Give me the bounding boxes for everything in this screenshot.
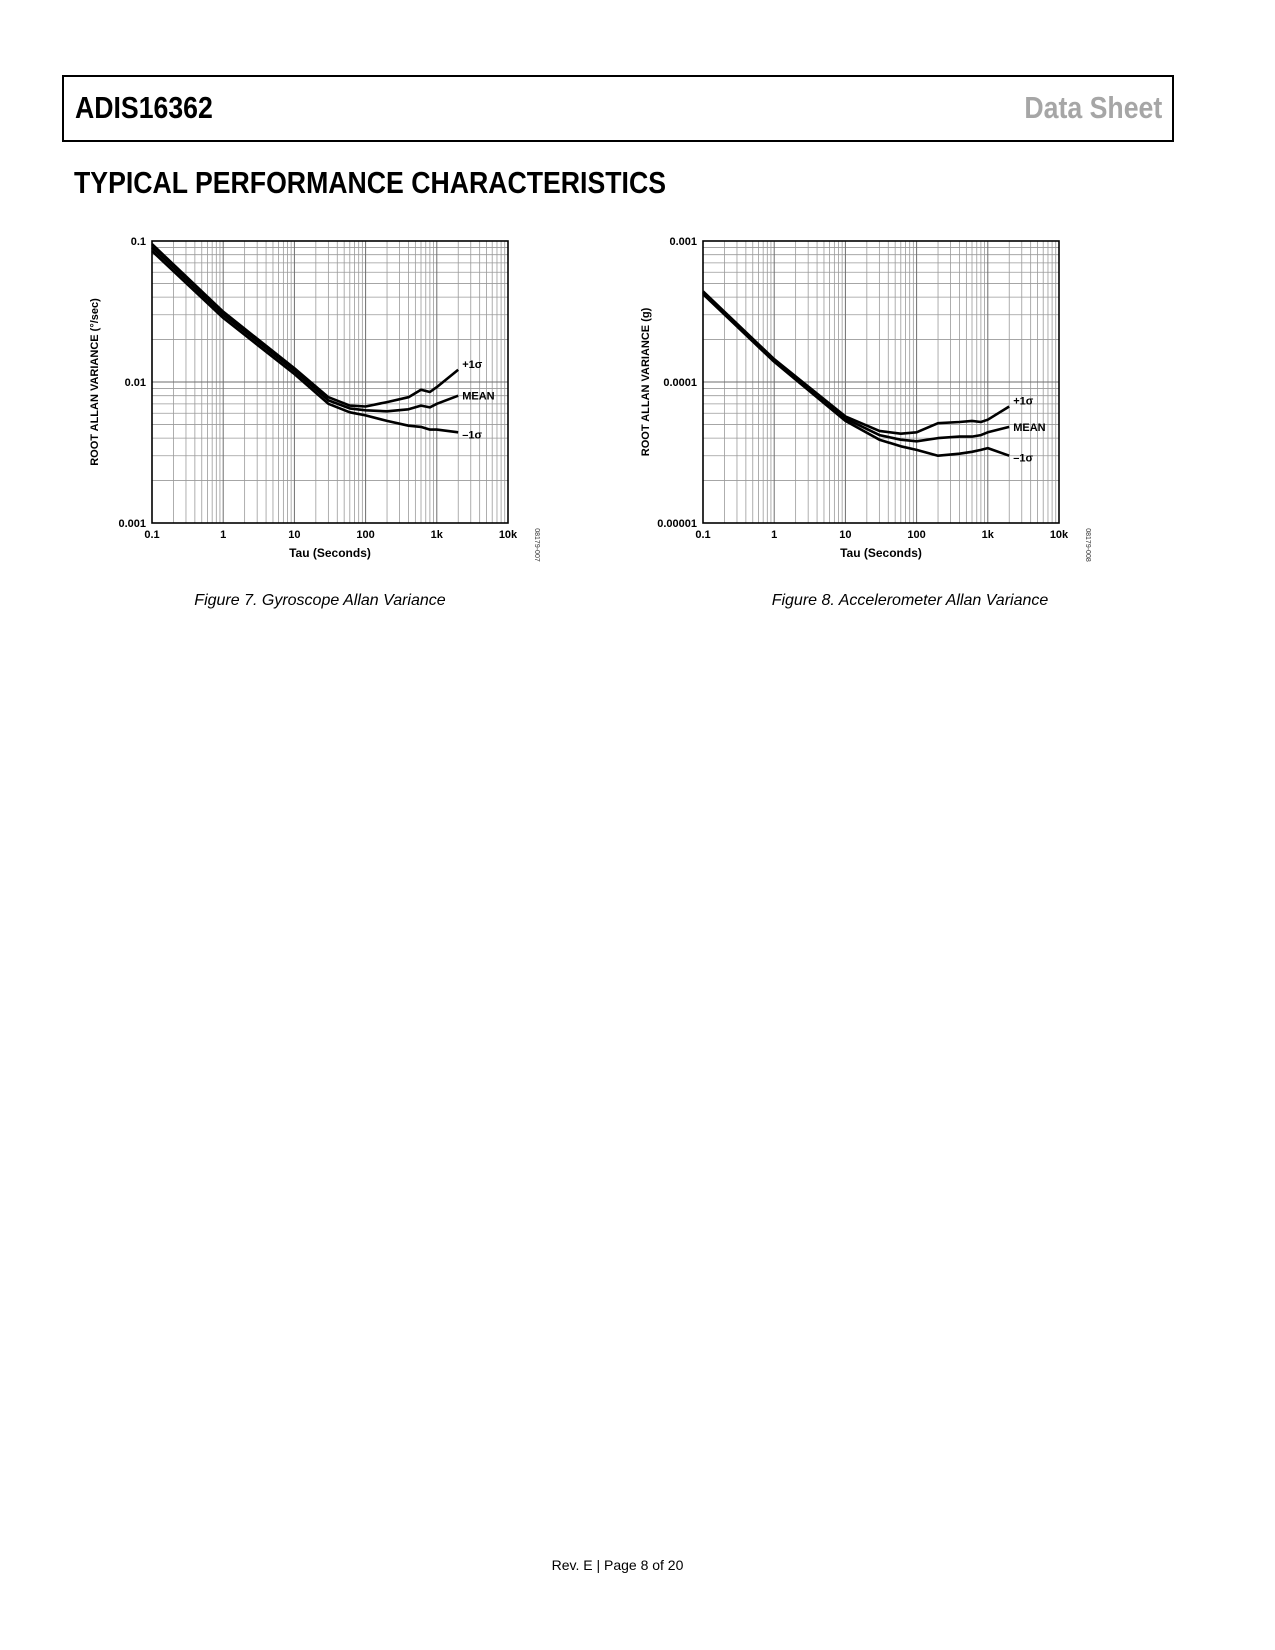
series-label: +1σ (462, 358, 483, 371)
figure-code: 08179-008 (1084, 528, 1091, 562)
x-tick-label: 10 (839, 529, 852, 541)
y-axis-label: ROOT ALLAN VARIANCE (g) (640, 307, 652, 457)
x-tick-label: 1k (981, 529, 994, 541)
x-tick-label: 0.1 (144, 529, 160, 541)
accelerometer-allan-variance-chart (635, 225, 1135, 585)
x-tick-label: 100 (356, 529, 375, 541)
series-label: MEAN (1013, 421, 1046, 434)
y-tick-label: 0.001 (118, 518, 146, 530)
x-axis-label: Tau (Seconds) (289, 546, 371, 560)
series-line (152, 251, 458, 432)
series-line (703, 294, 1009, 456)
part-number: ADIS16362 (75, 90, 213, 125)
series-label: –1σ (462, 429, 482, 442)
y-tick-label: 0.001 (669, 236, 697, 248)
y-tick-label: 0.1 (130, 236, 146, 248)
page-footer: Rev. E | Page 8 of 20 (551, 1557, 684, 1573)
y-tick-label: 0.01 (124, 377, 146, 389)
series-line (703, 291, 1009, 433)
x-tick-label: 1 (771, 529, 778, 541)
document-type: Data Sheet (1024, 90, 1162, 125)
figure-code: 08179-007 (533, 528, 540, 562)
grid-lines (703, 241, 1059, 523)
x-tick-label: 1k (430, 529, 443, 541)
x-tick-label: 10k (1049, 529, 1069, 541)
series-label: –1σ (1013, 452, 1033, 465)
x-axis-label: Tau (Seconds) (840, 546, 922, 560)
x-tick-label: 1 (220, 529, 227, 541)
gyroscope-allan-variance-chart (85, 225, 565, 585)
x-tick-label: 100 (907, 529, 926, 541)
grid-lines (152, 241, 508, 523)
series-label: +1σ (1013, 395, 1034, 408)
figure-8-caption: Figure 8. Accelerometer Allan Variance (771, 592, 1049, 609)
section-title: TYPICAL PERFORMANCE CHARACTERISTICS (74, 165, 666, 200)
series-label: MEAN (462, 390, 495, 403)
x-tick-label: 0.1 (695, 529, 711, 541)
x-tick-label: 10k (498, 529, 518, 541)
page-header (62, 75, 1174, 142)
x-tick-label: 10 (288, 529, 301, 541)
y-tick-label: 0.00001 (657, 518, 697, 530)
y-axis-label: ROOT ALLAN VARIANCE (°/sec) (89, 298, 101, 466)
figure-7-caption: Figure 7. Gyroscope Allan Variance (194, 592, 446, 609)
y-tick-label: 0.0001 (663, 377, 697, 389)
